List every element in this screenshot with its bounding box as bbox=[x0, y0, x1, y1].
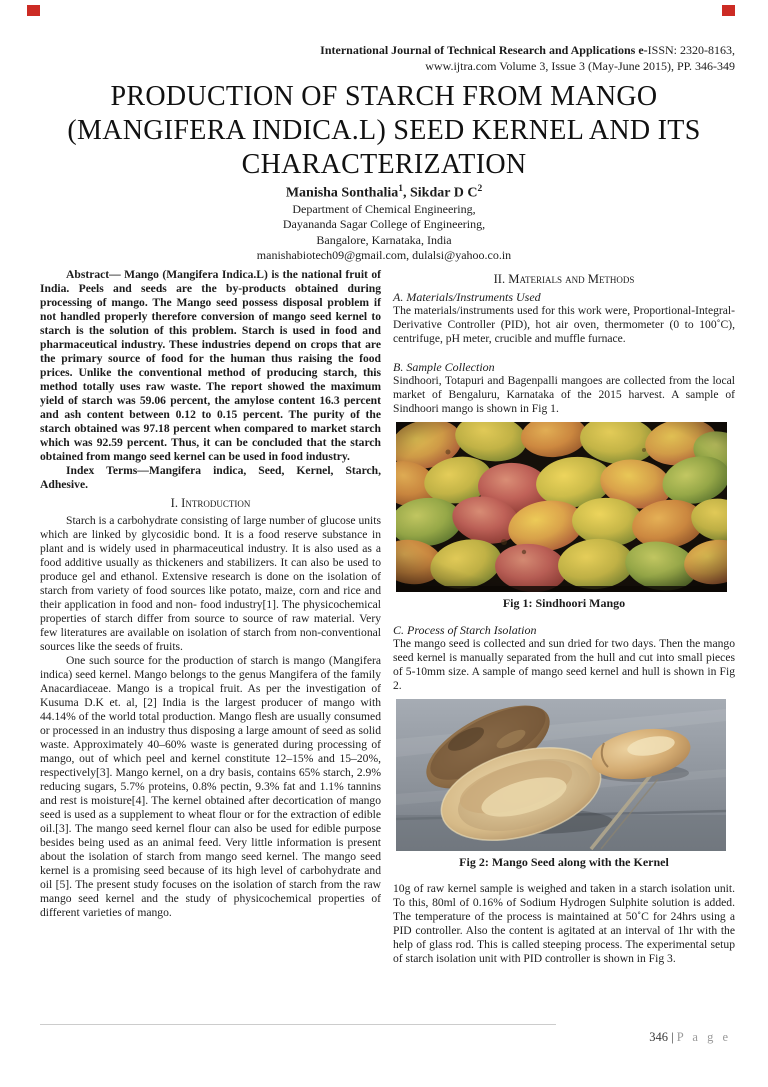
page-number: 346 bbox=[649, 1030, 669, 1044]
journal-issn: ISSN: 2320-8163, bbox=[647, 43, 735, 57]
footer-page-word: P a g e bbox=[676, 1030, 731, 1044]
author-2-superscript: 2 bbox=[477, 184, 483, 194]
abstract-paragraph bbox=[40, 268, 381, 464]
journal-name: International Journal of Technical Research and Applications e- bbox=[320, 43, 648, 57]
subsection-a-text: The materials/instruments used for this work were, Proportional-Integral-Derivative Controller (PID), hot air oven, thermometer (0 to 100˚C), centrifuge, pH meter, crucible and muffle furnace. bbox=[393, 304, 735, 345]
authors-block bbox=[0, 181, 768, 264]
subsection-b-text: Sindhoori, Totapuri and Bagenpalli mangoes are collected from the local market of Bengaluru, Karnataka of the 2015 harvest. A sample of Sindhoori mango is shown in Fig 1. bbox=[393, 374, 735, 415]
page-footer bbox=[649, 1030, 731, 1045]
footer-divider bbox=[40, 1024, 556, 1025]
figure-2-image bbox=[396, 699, 726, 851]
index-terms-label: Index Terms— bbox=[66, 464, 149, 477]
index-terms bbox=[40, 464, 381, 492]
journal-header-line2: www.ijtra.com Volume 3, Issue 3 (May-June 2015), PP. 346-349 bbox=[425, 59, 735, 73]
subsection-c-heading: C. Process of Starch Isolation bbox=[393, 623, 537, 637]
footer-separator: | bbox=[668, 1030, 677, 1044]
section-heading-materials-methods: II. Materials and Methods bbox=[493, 272, 635, 286]
section-heading-introduction: I. Introduction bbox=[170, 496, 251, 510]
page-title: PRODUCTION OF STARCH FROM MANGO (MANGIFERA INDICA.L) SEED KERNEL AND ITS CHARACTERIZATION bbox=[67, 81, 701, 180]
journal-header bbox=[40, 42, 735, 74]
two-column-body bbox=[40, 268, 735, 1030]
author-2: Sikdar D C bbox=[410, 185, 478, 201]
closing-paragraph: 10g of raw kernel sample is weighed and taken in a starch isolation unit. To this, 80ml of 0.16% of Sodium Hydrogen Sulphite solution is added. The temperature of the process is maintained at 50˚C for 24hrs using a PID controller. Also the content is agitated at an interval of 1hr with the help of glass rod. This is called steeping process. The experimental setup of starch isolation unit with PID controller is shown in Fig 3. bbox=[393, 882, 735, 965]
affiliation-department: Department of Chemical Engineering, bbox=[292, 201, 476, 216]
intro-paragraph-1: Starch is a carbohydrate consisting of large number of glucose units which are linked by glycosidic bond. It is a food reserve substance in plant and is widely used in pharmaceutical industry. It is also used as a food additive usually as thickeners and stabilizers. It can also be used to produce gel and ethanol. Extensive research is done on the isolation of starch from variety of food sources like potato, maize, corn and rice and their application in food and non- food industry[1]. The physicochemical properties of starch differ from source to source of raw material. Very few literatures are available on isolation of starch from non-conventional sources like the seeds of fruits. bbox=[40, 514, 381, 653]
intro-paragraph-2: One such source for the production of starch is mango (Mangifera indica) seed kernel. Mango belongs to the genus Mangifera of the family Anacardiaceae. Mango is a tropical fruit. As per the investigation of Kusuma D.K et. al, [2] India is the largest producer of mango with 44.14% of the world total production. Mango flesh are usually consumed or processed in an industry thus disposing a large amount of seed as solid waste. Approximately 40–60% waste is generated during processing of mango, out of which peel and kernel constitute 12–15% and 15–20%, respectively[3]. Mango kernel, on a dry basis, contains 65% starch, 2.9% reducing sugars, 5.7% proteins, 0.8% pectin, 9.3% fat and 1.1% tannins and rest is moisture[4]. The kernel obtained after decortication of mango seed is used as a supplement to wheat flour or for the extraction of edible oil.[3]. The mango seed kernel flour can also be used for edible purpose besides being used as an animal feed. Very little information is present about the isolation of starch from mango seed kernel. The mango seed kernel is a promising seed because of its high level of carbohydrate and oil [5]. The present study focuses on the isolation of starch from the raw mango seed kernel and the study of physicochemical properties of different varieties of mango. bbox=[40, 654, 381, 919]
crop-mark-right bbox=[722, 5, 735, 16]
affiliation-college: Dayananda Sagar College of Engineering, bbox=[282, 217, 486, 232]
figure-1-caption: Fig 1: Sindhoori Mango bbox=[502, 596, 626, 610]
subsection-a-heading: A. Materials/Instruments Used bbox=[393, 290, 541, 304]
index-terms-text: Mangifera indica, Seed, Kernel, Starch, Adhesive. bbox=[40, 464, 382, 491]
abstract-label: Abstract— bbox=[66, 268, 121, 281]
figure-2-caption: Fig 2: Mango Seed along with the Kernel bbox=[459, 855, 669, 869]
left-column bbox=[40, 268, 381, 1030]
subsection-b-heading: B. Sample Collection bbox=[393, 360, 495, 374]
author-emails: manishabiotech09@gmail.com, dulalsi@yahoo.co.in bbox=[256, 248, 512, 263]
affiliation-city: Bangalore, Karnataka, India bbox=[316, 232, 452, 247]
journal-header-line1 bbox=[40, 42, 735, 58]
crop-mark-left bbox=[27, 5, 40, 16]
author-separator: , bbox=[403, 185, 410, 201]
subsection-c-text: The mango seed is collected and sun dried for two days. Then the mango seed kernel is manually separated from the hull and cut into small pieces of 5-10mm size. A sample of mango seed kernel and hull is shown in Fig 2. bbox=[393, 637, 735, 692]
figure-1-image bbox=[396, 422, 727, 592]
right-column bbox=[393, 268, 735, 1030]
author-1-superscript: 1 bbox=[398, 184, 403, 194]
abstract-text: Mango (Mangifera Indica.L) is the national fruit of India. Peels and seeds are the by-products obtained during processing of mango. The Mango seed possess disposal problem if not handled properly therefore conversion of mango seed kernel to starch is the solution of this problem. Starch is used in food and pharmaceutical industry. These industries depend on crops that are the primary source of food for the human thus raising the food prices. Unlike the conventional method of producing starch, this method totally uses raw waste. The report showed the maximum yield of starch was 59.06 percent, the amylose content 16.3 percent and ash content between 0.12 to 0.15 percent. The purity of the starch obtained was 97.18 percent when compared to market starch which was 92.59 percent. Thus, it can be concluded that the starch obtained from mango seed kernel can be used in food industry. bbox=[40, 268, 381, 463]
author-line bbox=[0, 181, 768, 202]
author-1: Manisha Sonthalia bbox=[285, 185, 399, 201]
